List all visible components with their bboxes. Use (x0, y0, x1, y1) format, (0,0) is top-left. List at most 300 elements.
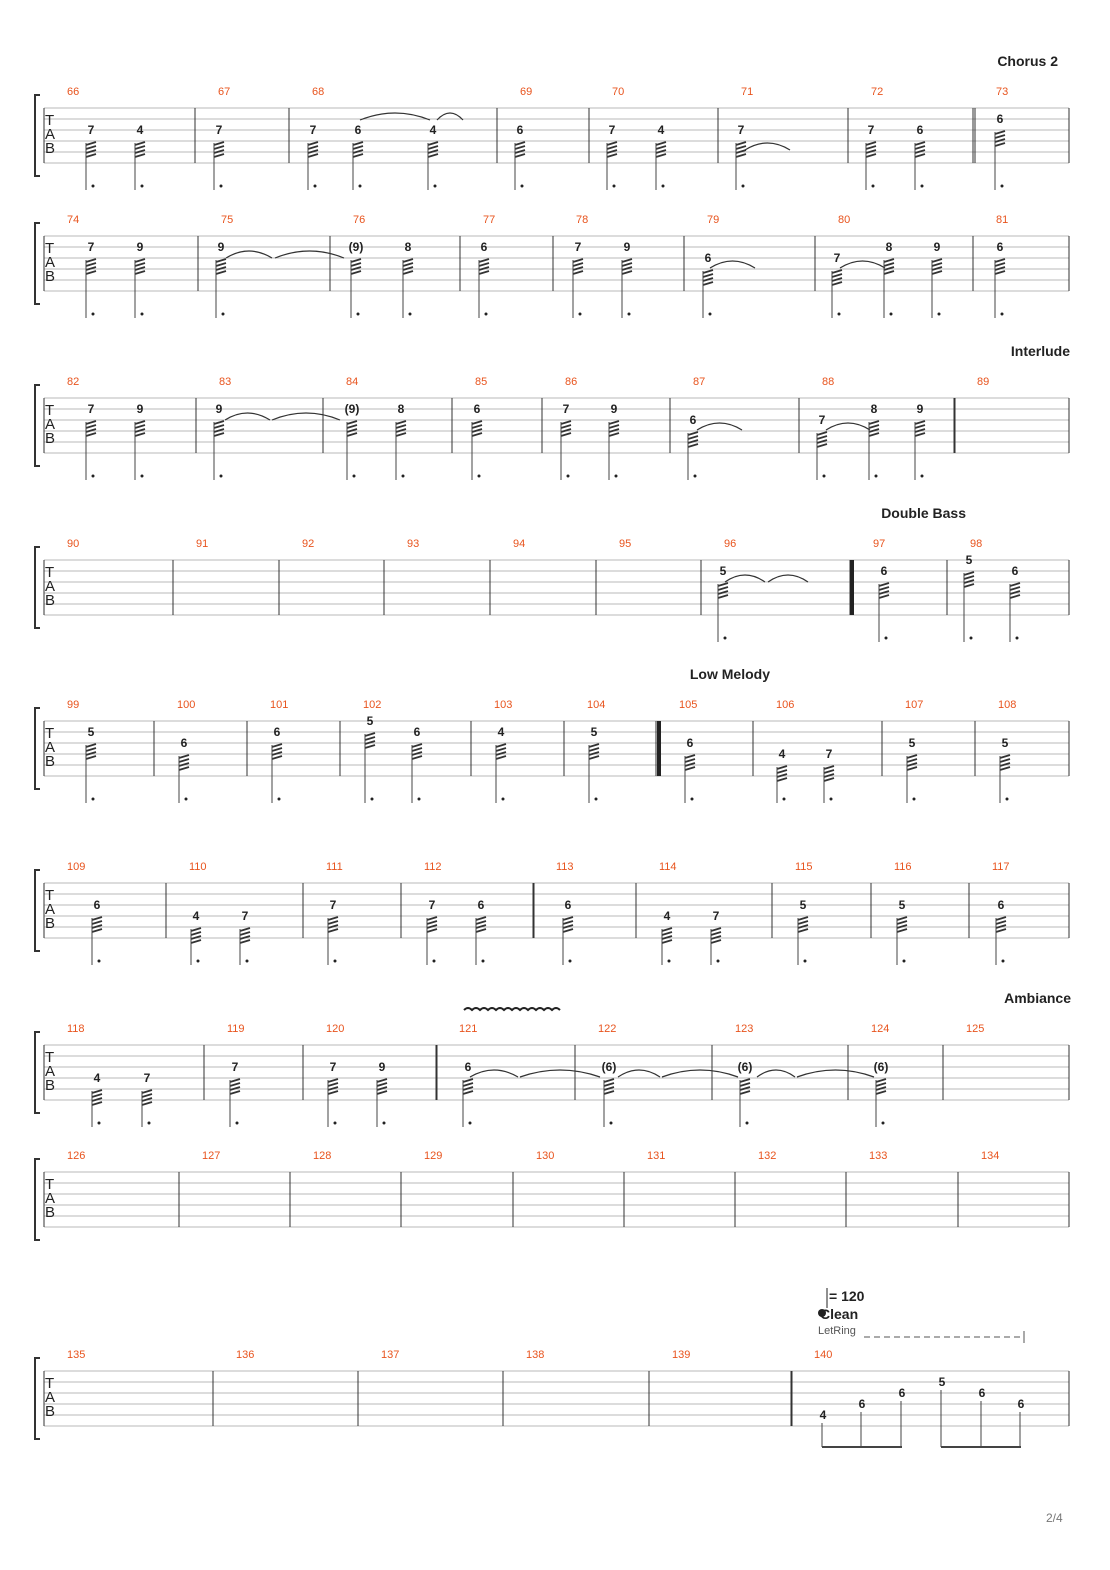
chord-mark (589, 756, 599, 759)
tie-arc (225, 413, 270, 420)
fret-number: 9 (136, 240, 144, 254)
chord-mark (869, 425, 879, 428)
dot-marker (613, 185, 616, 188)
measure-number: 126 (67, 1150, 86, 1162)
chord-mark (479, 259, 489, 262)
chord-mark (515, 154, 525, 157)
measure-number: 94 (513, 538, 526, 550)
chord-mark (365, 745, 375, 748)
chord-mark (353, 146, 363, 149)
fret-number: 9 (215, 402, 223, 416)
chord-mark (932, 263, 942, 266)
chord-mark (824, 778, 834, 781)
dot-marker (92, 313, 95, 316)
dot-marker (485, 313, 488, 316)
measure-number: 82 (67, 376, 80, 388)
chord-mark (347, 425, 357, 428)
measure-number: 122 (598, 1023, 617, 1035)
chord-mark (92, 1102, 102, 1105)
dot-marker (148, 1122, 151, 1125)
chord-mark (216, 263, 226, 266)
fret-number: 5 (590, 725, 598, 739)
chord-mark (351, 259, 361, 262)
measure-number: 93 (407, 538, 420, 550)
dot-marker (433, 960, 436, 963)
tab-clef-letter: T (45, 240, 55, 257)
chord-mark (740, 1083, 750, 1086)
chord-mark (142, 1094, 152, 1097)
chord-mark (915, 433, 925, 436)
tab-clef-letter: B (45, 1403, 56, 1420)
chord-mark (561, 433, 571, 436)
tab-staff (35, 343, 1070, 480)
fret-number: 7 (241, 909, 249, 923)
tab-clef-letter: T (45, 564, 55, 581)
chord-mark (688, 432, 698, 435)
dot-marker (970, 637, 973, 640)
chord-mark (609, 433, 619, 436)
chord-mark (479, 263, 489, 266)
measure-number: 128 (313, 1150, 332, 1162)
chord-mark (907, 755, 917, 758)
dot-marker (278, 798, 281, 801)
chord-mark (685, 759, 695, 762)
chord-mark (832, 270, 842, 273)
measure-number: 137 (381, 1349, 400, 1361)
fret-number: 4 (429, 123, 437, 137)
dot-marker (567, 475, 570, 478)
fret-number: 7 (309, 123, 317, 137)
measure-number: 119 (227, 1023, 245, 1035)
fret-number: 7 (608, 123, 616, 137)
chord-mark (685, 755, 695, 758)
chord-mark (135, 263, 145, 266)
chord-mark (798, 917, 808, 920)
fret-number: 6 (413, 725, 421, 739)
fret-number: 7 (87, 123, 95, 137)
chord-mark (711, 928, 721, 931)
chord-mark (412, 756, 422, 759)
chord-mark (907, 759, 917, 762)
chord-mark (897, 917, 907, 920)
dot-marker (610, 1122, 613, 1125)
dot-marker (921, 185, 924, 188)
measure-number: 73 (996, 86, 1009, 98)
dot-marker (885, 637, 888, 640)
dot-marker (222, 313, 225, 316)
chord-mark (777, 766, 787, 769)
tie-arc (797, 1070, 874, 1077)
dot-marker (875, 475, 878, 478)
fret-number: 6 (996, 240, 1004, 254)
tie-arc (745, 143, 790, 150)
measure-number: 129 (424, 1150, 443, 1162)
measure-number: 110 (189, 861, 207, 873)
staff-bracket (35, 1032, 40, 1113)
chord-mark (1010, 587, 1020, 590)
fret-number: 6 (564, 898, 572, 912)
chord-mark (135, 425, 145, 428)
tab-clef-letter: A (45, 1389, 56, 1406)
chord-mark (656, 154, 666, 157)
dot-marker (98, 960, 101, 963)
chord-mark (214, 425, 224, 428)
measure-number: 66 (67, 86, 80, 98)
dot-marker (691, 798, 694, 801)
chord-mark (879, 587, 889, 590)
fret-number: 5 (1001, 736, 1009, 750)
tab-clef-letter: B (45, 753, 56, 770)
chord-mark (876, 1083, 886, 1086)
fret-number: 6 (880, 564, 888, 578)
measure-number: 75 (221, 214, 234, 226)
chord-mark (589, 748, 599, 751)
chord-mark (472, 433, 482, 436)
chord-mark (777, 778, 787, 781)
chord-mark (915, 146, 925, 149)
chord-mark (1000, 759, 1010, 762)
chord-mark (995, 271, 1005, 274)
tempo-marking: = 120 (829, 1288, 865, 1304)
chord-mark (718, 583, 728, 586)
chord-mark (351, 271, 361, 274)
dot-marker (334, 1122, 337, 1125)
chord-mark (561, 425, 571, 428)
staff-bracket (35, 708, 40, 789)
chord-mark (328, 921, 338, 924)
measure-number: 120 (326, 1023, 345, 1035)
chord-mark (347, 433, 357, 436)
chord-mark (740, 1079, 750, 1082)
measure-number: 106 (776, 699, 795, 711)
dot-marker (141, 185, 144, 188)
fret-number: 7 (737, 123, 745, 137)
fret-number: 5 (908, 736, 916, 750)
chord-mark (86, 146, 96, 149)
fret-number: 4 (663, 909, 671, 923)
chord-mark (688, 436, 698, 439)
dot-marker (383, 1122, 386, 1125)
chord-mark (216, 259, 226, 262)
measure-number: 115 (795, 861, 813, 873)
chord-mark (740, 1091, 750, 1094)
measure-number: 68 (312, 86, 325, 98)
dot-marker (314, 185, 317, 188)
chord-mark (515, 146, 525, 149)
chord-mark (92, 917, 102, 920)
chord-mark (604, 1083, 614, 1086)
fret-number: 6 (1011, 564, 1019, 578)
chord-mark (604, 1091, 614, 1094)
chord-mark (214, 421, 224, 424)
measure-number: 111 (326, 861, 343, 873)
staff-bracket (35, 1358, 40, 1439)
chord-mark (995, 143, 1005, 146)
tie-arc (470, 1070, 518, 1077)
dot-marker (469, 1122, 472, 1125)
measure-number: 99 (67, 699, 80, 711)
chord-mark (995, 259, 1005, 262)
tie-arc (275, 251, 344, 258)
chord-mark (179, 755, 189, 758)
chord-mark (328, 1091, 338, 1094)
fret-number: 7 (833, 251, 841, 265)
dot-marker (882, 1122, 885, 1125)
repeat-barline (850, 560, 854, 615)
measure-number: 71 (741, 86, 754, 98)
dot-marker (478, 475, 481, 478)
chord-mark (662, 928, 672, 931)
dot-marker (220, 475, 223, 478)
chord-mark (866, 154, 876, 157)
chord-mark (230, 1083, 240, 1086)
chord-mark (688, 444, 698, 447)
fret-number: 7 (87, 240, 95, 254)
chord-mark (240, 928, 250, 931)
chord-mark (798, 921, 808, 924)
chord-mark (915, 142, 925, 145)
vibrato-marker (464, 1008, 560, 1010)
dot-marker (371, 798, 374, 801)
dot-marker (872, 185, 875, 188)
dot-marker (359, 185, 362, 188)
fret-number: 9 (933, 240, 941, 254)
chord-mark (932, 259, 942, 262)
chord-mark (915, 425, 925, 428)
tie-arc (662, 1070, 738, 1077)
measure-number: 105 (679, 699, 698, 711)
chord-mark (563, 929, 573, 932)
measure-number: 83 (219, 376, 232, 388)
dot-marker (709, 313, 712, 316)
chord-mark (377, 1091, 387, 1094)
chord-mark (179, 759, 189, 762)
fret-number: 5 (366, 714, 374, 728)
measure-number: 90 (67, 538, 80, 550)
measure-number: 132 (758, 1150, 777, 1162)
staff-bracket (35, 547, 40, 628)
fret-number: 6 (1017, 1397, 1025, 1411)
chord-mark (703, 270, 713, 273)
measure-number: 85 (475, 376, 488, 388)
fret-number: 4 (93, 1071, 101, 1085)
tie-arc (226, 251, 272, 258)
chord-mark (711, 940, 721, 943)
fret-number: 7 (87, 402, 95, 416)
measure-number: 79 (707, 214, 720, 226)
dot-marker (197, 960, 200, 963)
fret-number: 5 (799, 898, 807, 912)
fret-number: 6 (858, 1397, 866, 1411)
tone-label: Clean (820, 1306, 859, 1322)
chord-mark (328, 1079, 338, 1082)
chord-mark (897, 921, 907, 924)
chord-mark (377, 1083, 387, 1086)
chord-mark (463, 1091, 473, 1094)
tab-clef-letter: A (45, 254, 56, 271)
tab-clef-letter: B (45, 1077, 56, 1094)
chord-mark (365, 737, 375, 740)
measure-number: 121 (459, 1023, 478, 1035)
tab-staff (35, 861, 1069, 965)
measure-number: 77 (483, 214, 496, 226)
measure-number: 78 (576, 214, 589, 226)
fret-number: 4 (657, 123, 665, 137)
dot-marker (1006, 798, 1009, 801)
fret-number: (9) (344, 402, 360, 416)
chord-mark (428, 146, 438, 149)
chord-mark (86, 744, 96, 747)
chord-mark (463, 1079, 473, 1082)
measure-number: 117 (992, 861, 1010, 873)
measure-number: 138 (526, 1349, 545, 1361)
tab-clef-letter: B (45, 430, 56, 447)
fret-number: 6 (689, 413, 697, 427)
chord-mark (135, 142, 145, 145)
measure-number: 70 (612, 86, 625, 98)
measure-number: 80 (838, 214, 851, 226)
chord-mark (86, 259, 96, 262)
chord-mark (609, 421, 619, 424)
measure-number: 89 (977, 376, 990, 388)
chord-mark (607, 154, 617, 157)
chord-mark (798, 929, 808, 932)
tab-clef-letter: B (45, 140, 56, 157)
chord-mark (824, 766, 834, 769)
section-marker: Low Melody (689, 666, 770, 682)
chord-mark (995, 135, 1005, 138)
chord-mark (915, 421, 925, 424)
fret-number: 6 (996, 112, 1004, 126)
tie-arc (840, 261, 885, 268)
measure-number: 140 (814, 1349, 833, 1361)
staff-bracket (35, 385, 40, 466)
chord-mark (563, 917, 573, 920)
measure-number: 84 (346, 376, 359, 388)
chord-mark (496, 748, 506, 751)
fret-number: (6) (873, 1060, 889, 1074)
section-marker: Interlude (1010, 343, 1070, 359)
dot-marker (402, 475, 405, 478)
chord-mark (135, 154, 145, 157)
dot-marker (357, 313, 360, 316)
chord-mark (86, 425, 96, 428)
fret-number: 6 (516, 123, 524, 137)
dot-marker (838, 313, 841, 316)
dot-marker (353, 475, 356, 478)
chord-mark (396, 421, 406, 424)
staff-bracket (35, 223, 40, 304)
fret-number: 6 (473, 402, 481, 416)
measure-number: 108 (998, 699, 1017, 711)
measure-number: 104 (587, 699, 606, 711)
measure-number: 134 (981, 1150, 1000, 1162)
chord-mark (214, 154, 224, 157)
fret-number: 6 (997, 898, 1005, 912)
dot-marker (717, 960, 720, 963)
measure-number: 98 (970, 538, 983, 550)
chord-mark (656, 146, 666, 149)
measure-number: 118 (67, 1023, 85, 1035)
chord-mark (817, 436, 827, 439)
dot-marker (742, 185, 745, 188)
staff-bracket (35, 95, 40, 176)
tab-clef-letter: T (45, 1375, 55, 1392)
chord-mark (703, 274, 713, 277)
dot-marker (434, 185, 437, 188)
tie-arc (725, 575, 765, 582)
chord-mark (463, 1083, 473, 1086)
chord-mark (736, 146, 746, 149)
chord-mark (86, 271, 96, 274)
measure-number: 133 (869, 1150, 888, 1162)
chord-mark (879, 595, 889, 598)
chord-mark (515, 142, 525, 145)
chord-mark (347, 421, 357, 424)
chord-mark (377, 1079, 387, 1082)
fret-number: 6 (273, 725, 281, 739)
dot-marker (938, 313, 941, 316)
chord-mark (86, 421, 96, 424)
chord-mark (736, 154, 746, 157)
chord-mark (308, 146, 318, 149)
chord-mark (86, 154, 96, 157)
dot-marker (98, 1122, 101, 1125)
chord-mark (662, 932, 672, 935)
section-marker: Chorus 2 (997, 53, 1058, 69)
fret-number: 7 (562, 402, 570, 416)
fret-number: 4 (778, 747, 786, 761)
chord-mark (365, 733, 375, 736)
chord-mark (272, 756, 282, 759)
tab-clef-letter: T (45, 725, 55, 742)
chord-mark (876, 1091, 886, 1094)
fret-number: 6 (978, 1386, 986, 1400)
dot-marker (595, 798, 598, 801)
chord-mark (328, 929, 338, 932)
fret-number: 4 (136, 123, 144, 137)
dot-marker (1001, 185, 1004, 188)
tab-clef-letter: A (45, 1190, 56, 1207)
dot-marker (1001, 313, 1004, 316)
measure-number: 100 (177, 699, 196, 711)
dot-marker (418, 798, 421, 801)
chord-mark (142, 1090, 152, 1093)
tie-arc (697, 423, 742, 430)
chord-mark (240, 940, 250, 943)
fret-number: 6 (480, 240, 488, 254)
measure-number: 101 (270, 699, 289, 711)
fret-number: 4 (497, 725, 505, 739)
dot-marker (913, 798, 916, 801)
chord-mark (622, 271, 632, 274)
chord-mark (718, 587, 728, 590)
chord-mark (622, 259, 632, 262)
fret-number: 7 (574, 240, 582, 254)
chord-mark (214, 142, 224, 145)
chord-mark (412, 744, 422, 747)
measure-number: 96 (724, 538, 737, 550)
tab-staff (35, 505, 1069, 642)
chord-mark (230, 1079, 240, 1082)
let-ring-label: LetRing (818, 1325, 856, 1337)
measure-number: 91 (196, 538, 209, 550)
dot-marker (823, 475, 826, 478)
tie-arc (618, 1070, 660, 1077)
chord-mark (996, 929, 1006, 932)
fret-number: 6 (704, 251, 712, 265)
chord-mark (427, 929, 437, 932)
